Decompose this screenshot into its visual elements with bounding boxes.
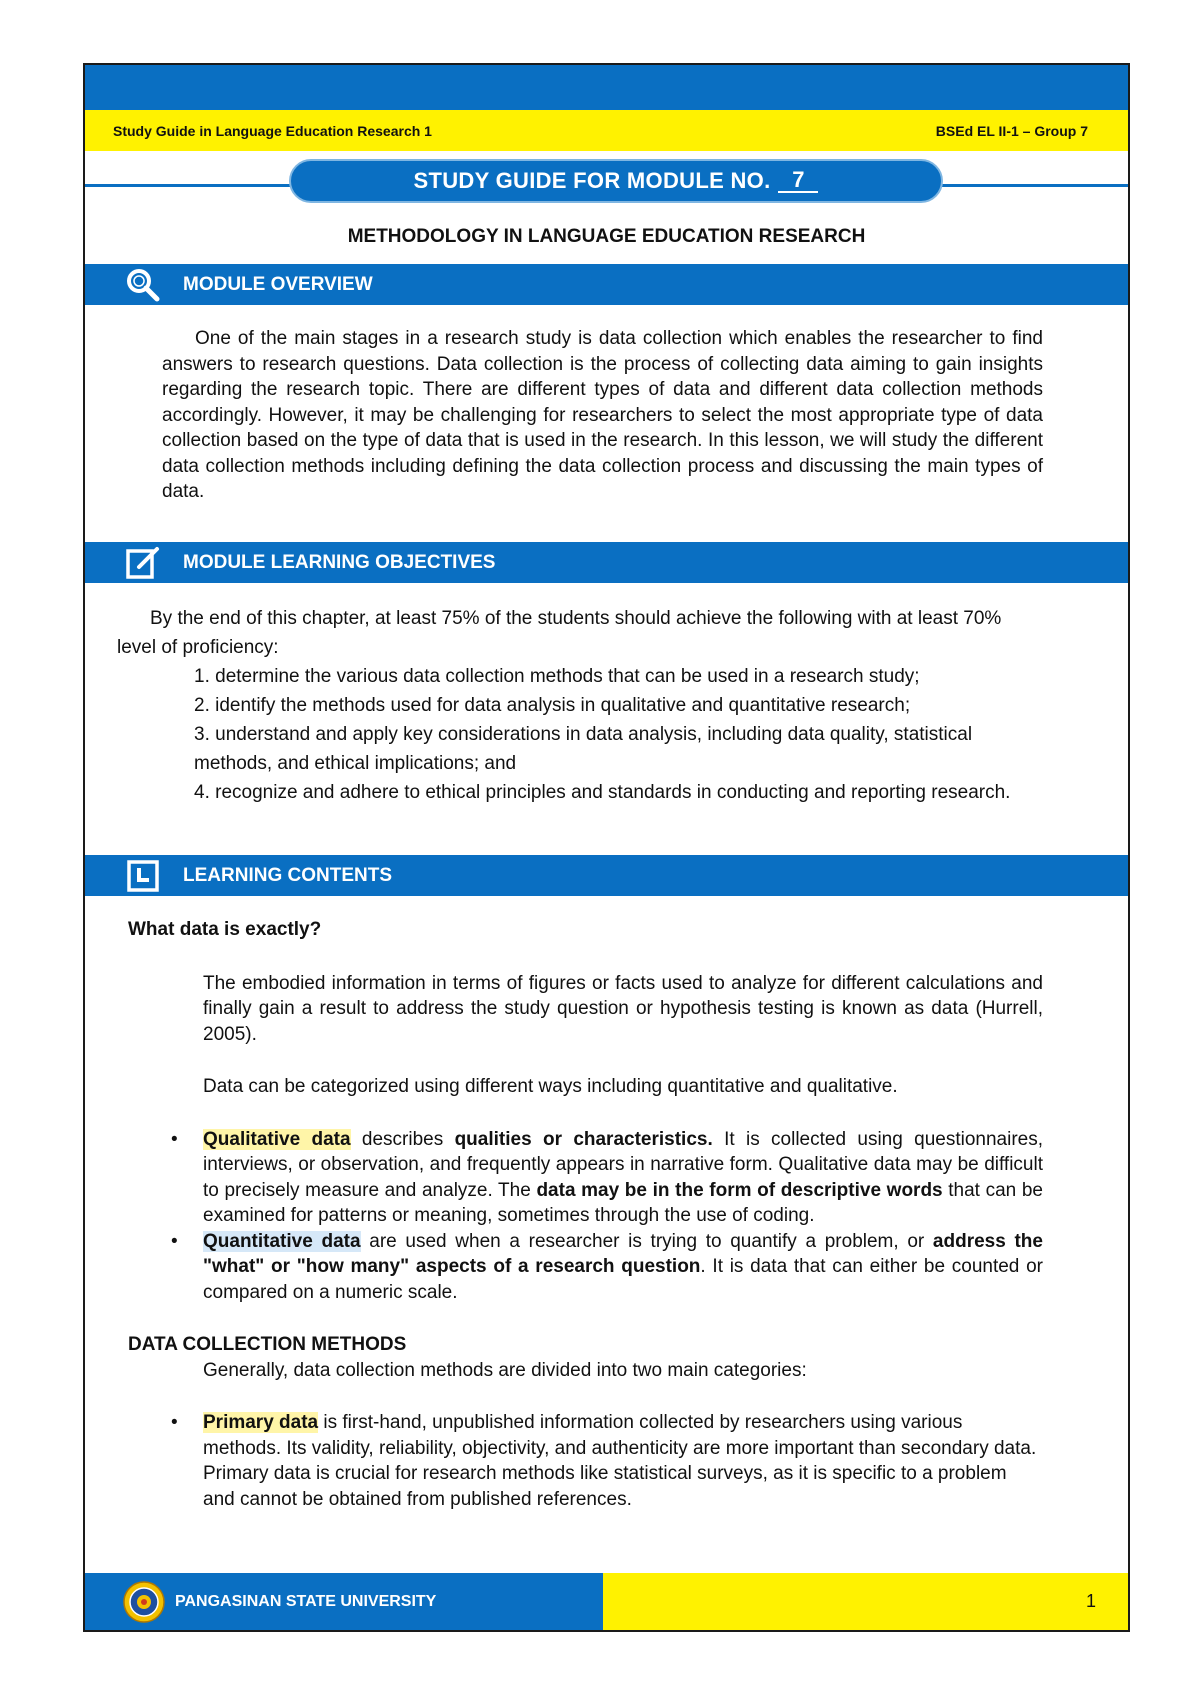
objectives-block — [117, 604, 1043, 807]
data-sources-list — [128, 1410, 1043, 1512]
quantitative-bold: address the "what" or "how many" aspects of a research question — [203, 1230, 1043, 1277]
quantitative-text: are used when a researcher is trying to quantify a problem, or — [360, 1230, 933, 1252]
qualitative-bold: data may be in the form of descriptive words — [536, 1179, 943, 1201]
contents-block — [128, 917, 1043, 1512]
pencil-note-icon — [125, 545, 161, 581]
bullet-icon: • — [171, 1230, 178, 1252]
header-bar — [85, 110, 1128, 151]
overview-heading-bar — [85, 264, 1128, 305]
overview-text-block — [162, 326, 1043, 505]
data-definition: The embodied information in terms of figures or facts used to analyze for different calculations and finally gain a result to address the study question or hypothesis testing is known as data (Hurrell, 2005). — [203, 972, 1043, 1045]
bullet-icon: • — [171, 1412, 178, 1433]
objective-item: 2. identify the methods used for data analysis in qualitative and quantitative research; — [194, 695, 911, 716]
footer-page-area — [603, 1573, 1128, 1630]
methods-intro: Generally, data collection methods are divided into two main categories: — [203, 1359, 807, 1381]
overview-heading: MODULE OVERVIEW — [183, 273, 373, 295]
objective-item: 1. determine the various data collection methods that can be used in a research study; — [194, 666, 920, 687]
footer-university — [85, 1573, 603, 1630]
data-categorized: Data can be categorized using different ways including quantitative and qualitative. — [203, 1076, 898, 1097]
header-group: BSEd EL II-1 – Group 7 — [935, 122, 1088, 139]
objectives-heading-bar — [85, 542, 1128, 583]
qualitative-term: Qualitative data — [203, 1128, 351, 1150]
contents-question: What data is exactly? — [128, 919, 322, 940]
module-number: 7 — [778, 169, 818, 193]
header-course: Study Guide in Language Education Research 1 — [113, 122, 432, 139]
contents-heading: LEARNING CONTENTS — [183, 864, 392, 886]
qualitative-text: that can be examined for patterns or meaning, sometimes through the use of coding. — [203, 1179, 1043, 1226]
overview-paragraph: One of the main stages in a research study is data collection which enables the researcher to find answers to research questions. Data collection is the process of collecting data aiming to gain insights regarding the research topic. There are different types of data and different data collection methods accordingly. However, it may be challenging for researchers to select the most appropriate type of data collection based on the type of data that is used in the research. In this lesson, we will study the different data collection methods including defining the data collection process and discussing the main types of data. — [162, 328, 1043, 502]
qualitative-text: describes — [350, 1128, 455, 1150]
qualitative-text: It is collected using questionnaires, interviews, or observation, and frequently appears in narrative form. Qualitative data may be difficult to precisely measure and analyze. The — [203, 1128, 1044, 1201]
module-title-label: STUDY GUIDE FOR MODULE NO. — [413, 168, 771, 193]
primary-text: is first-hand, unpublished information collected by researchers using various methods. Its validity, reliability, objectivity, and authenticity are more important than secondary data. Primary data is crucial for research methods like statistical surveys, as it is specific to a problem and cannot be obtained from published references. — [203, 1412, 1037, 1510]
document-page — [83, 63, 1130, 1632]
top-banner — [85, 65, 1128, 110]
methods-heading: DATA COLLECTION METHODS — [128, 1334, 407, 1355]
definition-block — [128, 971, 1043, 1100]
objectives-list — [117, 662, 1043, 807]
quantitative-term: Quantitative data — [203, 1230, 361, 1252]
objectives-intro: By the end of this chapter, at least 75% of the students should achieve the following with at least 70% level of proficiency: — [117, 608, 1002, 658]
module-subtitle: METHODOLOGY IN LANGUAGE EDUCATION RESEARCH — [347, 226, 866, 247]
module-title — [289, 159, 943, 203]
page-number: 1 — [1085, 1591, 1096, 1611]
primary-term: Primary data — [203, 1412, 319, 1433]
book-icon — [125, 858, 161, 894]
list-item-qualitative — [138, 1127, 1043, 1229]
objectives-heading: MODULE LEARNING OBJECTIVES — [183, 551, 496, 573]
list-item-primary — [138, 1410, 1043, 1512]
university-name: PANGASINAN STATE UNIVERSITY — [175, 1592, 437, 1610]
magnifier-icon — [125, 267, 161, 303]
university-seal-icon — [123, 1581, 165, 1623]
data-types-list — [128, 1127, 1043, 1306]
list-item-quantitative — [138, 1229, 1043, 1306]
bullet-icon: • — [171, 1128, 178, 1150]
objective-item: 4. recognize and adhere to ethical principles and standards in conducting and reporting research. — [194, 782, 1011, 803]
objective-item: 3. understand and apply key considerations in data analysis, including data quality, statistical methods, and ethical implications; and — [194, 724, 973, 774]
qualitative-bold: qualities or characteristics. — [454, 1128, 713, 1150]
contents-heading-bar — [85, 855, 1128, 896]
quantitative-text: . It is data that can either be counted or compared on a numeric scale. — [203, 1256, 1043, 1303]
